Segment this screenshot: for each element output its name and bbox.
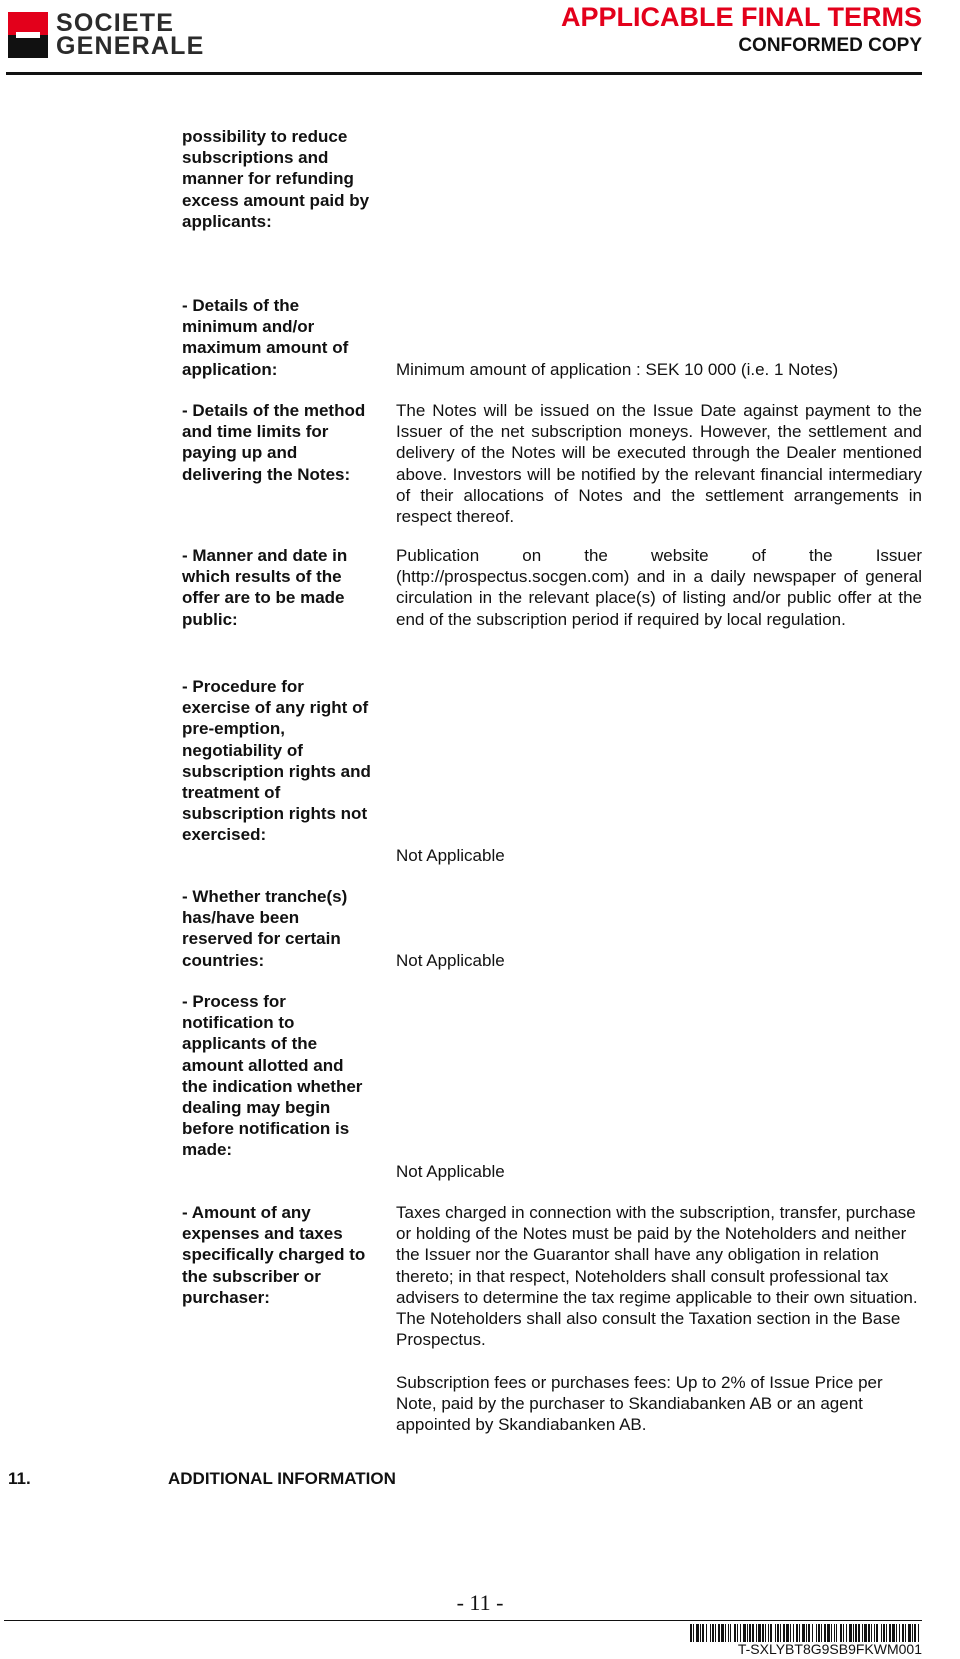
row-label-notification-process: - Process for notification to applicants of the amount allotted and the indication whether dealing may begin before notification is made: — [182, 992, 363, 1160]
row-value-results-public: Publication on the website of the Issuer (http://prospectus.socgen.com) and in a daily newspaper of general circulation in the relevant place(s) of listing and/or public offer at the end of the subscription period if required by local regulation. — [396, 546, 922, 629]
row-value-application-amount: Minimum amount of application : SEK 10 000 (i.e. 1 Notes) — [396, 360, 839, 379]
document-subtitle: CONFORMED COPY — [738, 35, 922, 56]
page-number: - 11 - — [456, 1590, 504, 1615]
row-value-expenses-taxes: Taxes charged in connection with the subscription, transfer, purchase or holding of the Notes must be paid by the Noteholders and neither the Issuer nor the Guarantor shall have any obligation in relation thereto; in that respect, Noteholders shall consult professional tax advisers to determine the tax regime applicable to their own situation. The Noteholders shall also consult the Taxation section in the Base Prospectus. — [396, 1203, 918, 1350]
row-value-notification-process: Not Applicable — [396, 1162, 505, 1181]
header-divider — [6, 72, 922, 75]
row-value-payment-delivery: The Notes will be issued on the Issue Date against payment to the Issuer of the net subscription moneys. However, the settlement and delivery of the Notes will be executed through the Dealer mentioned above. Investors will be notified by the relevant financial intermediary of their allocations of Notes and the settlement arrangements in respect thereof. — [396, 401, 922, 527]
row-value-tranches-reserved: Not Applicable — [396, 951, 505, 970]
logo-wordmark — [56, 9, 205, 60]
document-code: T-SXLYBT8G9SB9FKWM001 — [737, 1641, 922, 1657]
row-label-reduce-subscriptions: possibility to reduce subscriptions and manner for refunding excess amount paid by applicants: — [182, 127, 370, 231]
section-title: ADDITIONAL INFORMATION — [168, 1469, 396, 1488]
document-title: APPLICABLE FINAL TERMS — [560, 2, 922, 32]
row-label-application-amount: - Details of the minimum and/or maximum amount of application: — [182, 296, 349, 379]
row-label-tranches-reserved: - Whether tranche(s) has/have been reserved for certain countries: — [182, 887, 348, 970]
logo-line-2: GENERALE — [56, 32, 205, 60]
section-number: 11. — [8, 1469, 31, 1488]
logo-mark-icon — [8, 12, 48, 58]
row-label-pre-emption: - Procedure for exercise of any right of pre-emption, negotiability of subscription rights and treatment of subscription rights not exercised: — [182, 677, 371, 845]
barcode-icon — [690, 1624, 922, 1642]
row-label-results-public: - Manner and date in which results of the offer are to be made public: — [182, 546, 348, 629]
row-value-subscription-fees: Subscription fees or purchases fees: Up to 2% of Issue Price per Note, paid by the purchaser to Skandiabanken AB or an agent appointed by Skandiabanken AB. — [396, 1373, 883, 1435]
footer-divider — [4, 1620, 922, 1621]
row-value-pre-emption: Not Applicable — [396, 846, 505, 865]
logo-line-1: SOCIETE — [56, 9, 175, 37]
document-header — [561, 2, 922, 58]
row-label-expenses-taxes: - Amount of any expenses and taxes specifically charged to the subscriber or purchaser: — [182, 1203, 366, 1307]
row-label-payment-delivery: - Details of the method and time limits for paying up and delivering the Notes: — [182, 401, 366, 484]
societe-generale-logo — [8, 9, 205, 60]
